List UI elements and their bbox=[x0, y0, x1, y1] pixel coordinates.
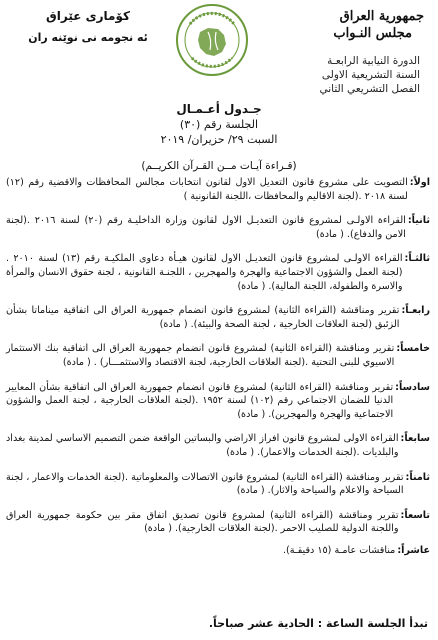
agenda-title bbox=[150, 102, 288, 147]
parliament-name: مجلس النـواب bbox=[333, 26, 412, 41]
session-date: السبت ٢٩/ حزيران/ ٢٠١٩ bbox=[160, 133, 278, 146]
agenda-item bbox=[6, 252, 430, 293]
item-text: القراءة الاولـى لمشروع قانون التعديـل الاول لقانون هيـأة دعاوى الملكيـة رقم (١٣) لسنة ٢٠١٠ .(لجنة العمل والشؤون الاجتماعية والهجرة والمهجرين ، اللجنـة القانونية ، لجنة حقوق الانسان والمرأة والاسرة والطفولة، اللجنة المالية). ( مادة) bbox=[6, 253, 403, 292]
header-left bbox=[18, 8, 158, 46]
country-name: جمهورية العراق bbox=[339, 9, 424, 24]
item-number: ثانياً: bbox=[407, 215, 430, 227]
agenda-item bbox=[6, 544, 430, 558]
header-right bbox=[274, 8, 424, 96]
session-term: الدورة النيابية الرابعـة bbox=[327, 55, 420, 67]
item-number: عاشراً: bbox=[397, 544, 430, 556]
agenda-heading: جـدول أعـمـال bbox=[176, 102, 262, 116]
agenda-item bbox=[6, 214, 430, 241]
session-year: السنة التشريعية الاولى bbox=[321, 69, 420, 81]
item-text: مناقشات عامـة (١٥ دقيقـة). bbox=[282, 544, 396, 556]
item-number: ثامناً: bbox=[405, 471, 430, 483]
session-info bbox=[274, 54, 420, 96]
kurdish-country-name: كۆمارى عێراق bbox=[46, 9, 130, 23]
item-number: سادساً: bbox=[395, 381, 430, 393]
parliament-seal-icon bbox=[174, 2, 250, 78]
item-text: القراءة الاولـى لمشروع قانون التعديـل الاول لقانون وزارة الداخليـة رقم (٢٠) لسنة ٢٠١٦ .(لجنة الامن والدفاع). ( مادة) bbox=[6, 215, 406, 240]
agenda-item bbox=[6, 176, 430, 203]
agenda-item bbox=[6, 381, 430, 422]
item-number: اولاً: bbox=[409, 177, 430, 188]
item-text: تقرير ومناقشة (القراءة الثانية) لمشروع قانون الاتصالات والمعلوماتية .(لجنة الخدمات والاعمار ، لجنة السياحة والاعلام والسياحة والاثار). ( مادة) bbox=[6, 471, 404, 497]
item-text: تقرير ومناقشة (القراءة الثانية) لمشروع قانون انضمام جمهورية العراق الى اتفاقية بشأن المعايير الدنيا للضمان الاجتماعي رقم (١٠٢) لسنة ١٩٥٢ .(لجنة العلاقات الخارجية ، لجنة العمل والشؤون الاجتماعية والهجرة والمهجرين). ( مادة) bbox=[6, 381, 394, 420]
session-start-time: تبدأ الجلسة الساعة : الحادية عشر صباحاً. bbox=[208, 617, 428, 630]
item-number: خامساً: bbox=[396, 343, 430, 355]
session-chapter: الفصل التشريعي الثاني bbox=[319, 83, 420, 95]
agenda-item bbox=[6, 509, 430, 536]
item-number: رابعـاً: bbox=[401, 305, 430, 317]
item-text: تقرير ومناقشة (القراءة الثانية) لمشروع قانون تصديق اتفاق مقر بين حكومة جمهورية العراق واللجنة الدولية للصليب الاحمر .(لجنة العلاقات الخارجية). ( مادة) bbox=[6, 509, 399, 535]
item-text: التصويت على مشروع قانون التعديل الاول لقانون انتخابات مجالس المحافظات والاقضية رقم (١٢) لسنة ٢٠١٨ .(لجنة الاقاليم والمحافظات ،اللجنة القانونية ) bbox=[6, 177, 408, 202]
kurdish-parliament-name: ئه نجومه نى نوێنه ران bbox=[28, 31, 148, 44]
agenda-item bbox=[6, 342, 430, 369]
agenda-item bbox=[6, 304, 430, 331]
item-number: سابعاً: bbox=[400, 433, 430, 445]
item-text: القراءة الاولى لمشروع قانون افراز الاراضي والبساتين الواقعة ضمن التصميم الاساسي لمدينة بغداد والبلديات .(لجنة الخدمات والاعمار). ( مادة) bbox=[6, 433, 399, 458]
agenda-item bbox=[6, 471, 430, 498]
quran-recitation: (قـراءة آيـات مــن القـرآن الكريــم) bbox=[141, 160, 297, 172]
session-number: الجلسة رقم (٣٠) bbox=[179, 118, 259, 131]
item-text: تقرير ومناقشة (القراءة الثانية) لمشروع قانون انضمام جمهورية العراق الى اتفاقية ميناماتا بشأن الزئبق (لجنة العلاقات الخارجية ، لجنة الصحة والبيئة). ( مادة) bbox=[6, 305, 400, 330]
item-number: تاسعاً: bbox=[400, 509, 430, 521]
agenda-items bbox=[6, 176, 430, 557]
agenda-item bbox=[6, 432, 430, 459]
item-number: ثالثـاً: bbox=[404, 253, 430, 265]
item-text: تقرير ومناقشة (القراءة الثانية) لمشروع قانون انضمام جمهورية العراق الى اتفاقية بنك الاستثمار الاسيوي للبنى التحتية .(لجنة العلاقات الخارجية، لجنة الاقتصاد والاستثمـــار) . ( مادة) bbox=[6, 343, 395, 368]
